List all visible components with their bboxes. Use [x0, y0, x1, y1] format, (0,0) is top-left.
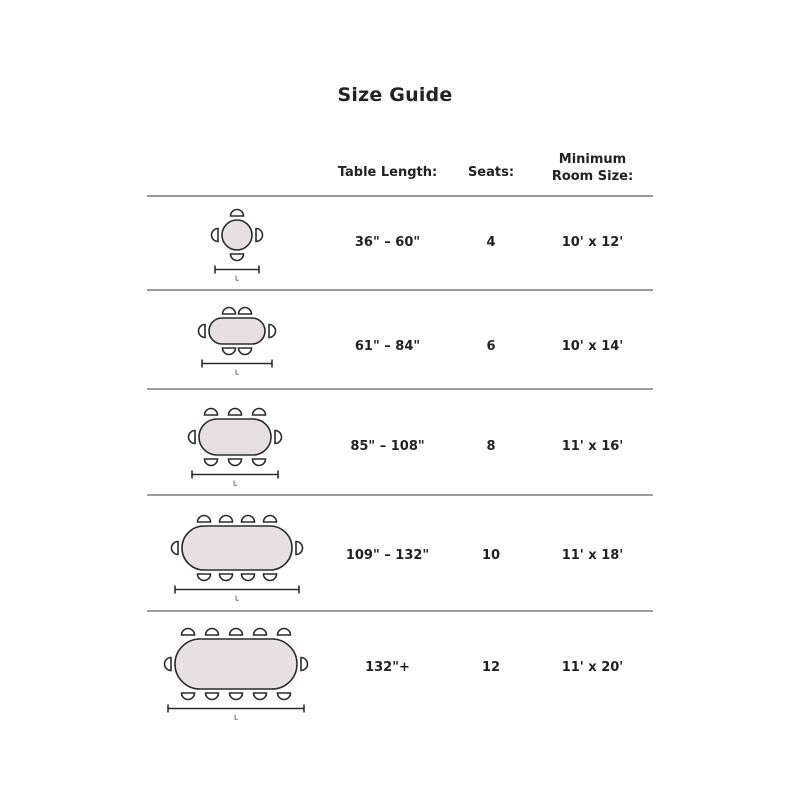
- chair: [231, 210, 244, 217]
- table-diagram: [150, 496, 330, 610]
- table-row: [0, 390, 800, 494]
- chair: [229, 459, 242, 466]
- chair: [223, 308, 236, 315]
- cell-room-size: 11' x 20': [561, 660, 624, 675]
- table-row: [0, 496, 800, 610]
- header-table-length: Table Length:: [337, 165, 438, 180]
- table-row: [0, 291, 800, 388]
- chair: [301, 658, 307, 671]
- table-diagram: [150, 612, 330, 722]
- chair: [278, 629, 291, 636]
- chair: [269, 325, 276, 338]
- table-top: [175, 639, 297, 689]
- chair: [198, 516, 211, 523]
- chair: [253, 409, 266, 416]
- chair: [254, 629, 267, 636]
- chair: [205, 409, 218, 416]
- chair: [264, 574, 277, 581]
- header-seats: Seats:: [467, 165, 515, 180]
- length-label: L: [235, 368, 239, 377]
- chair: [230, 629, 243, 636]
- cell-seats: 12: [481, 660, 501, 675]
- chair: [189, 431, 195, 444]
- chair: [239, 348, 252, 355]
- cell-room-size: 11' x 16': [561, 439, 624, 454]
- cell-table-length: 109" – 132": [345, 548, 430, 563]
- cell-seats: 10: [481, 548, 501, 563]
- table-row: [0, 197, 800, 289]
- table-diagram: [150, 291, 330, 388]
- length-label: L: [234, 713, 238, 722]
- chair: [275, 431, 281, 444]
- cell-table-length: 132"+: [365, 660, 410, 675]
- chair: [172, 542, 178, 555]
- cell-seats: 6: [486, 339, 496, 354]
- header-room-size: [540, 151, 645, 185]
- chair: [205, 459, 218, 466]
- length-label: L: [233, 479, 237, 488]
- table-top: [209, 318, 265, 344]
- cell-room-size: 11' x 18': [561, 548, 624, 563]
- header-room-line2: Room Size:: [551, 169, 634, 184]
- chair: [212, 229, 219, 242]
- header-room-line1: Minimum: [558, 152, 627, 167]
- chair: [278, 693, 291, 700]
- chair: [223, 348, 236, 355]
- chair: [220, 516, 233, 523]
- cell-seats: 8: [486, 439, 496, 454]
- chair: [296, 542, 302, 555]
- table-top: [182, 526, 292, 570]
- chair: [256, 229, 263, 242]
- table-diagram: [150, 197, 330, 289]
- cell-seats: 4: [486, 235, 496, 250]
- table-top: [199, 419, 271, 455]
- chair: [230, 693, 243, 700]
- chair: [199, 325, 206, 338]
- chair: [253, 459, 266, 466]
- table-diagram: [150, 390, 330, 494]
- cell-table-length: 85" – 108": [350, 439, 425, 454]
- length-label: L: [235, 594, 239, 603]
- chair: [220, 574, 233, 581]
- chair: [229, 409, 242, 416]
- table-row: [0, 612, 800, 722]
- cell-table-length: 36" – 60": [354, 235, 421, 250]
- page-title: Size Guide: [337, 84, 453, 106]
- cell-room-size: 10' x 12': [561, 235, 624, 250]
- chair: [182, 629, 195, 636]
- chair: [242, 516, 255, 523]
- chair: [206, 693, 219, 700]
- chair: [242, 574, 255, 581]
- cell-room-size: 10' x 14': [561, 339, 624, 354]
- table-top: [222, 220, 252, 250]
- chair: [231, 254, 244, 261]
- chair: [264, 516, 277, 523]
- chair: [239, 308, 252, 315]
- chair: [182, 693, 195, 700]
- chair: [254, 693, 267, 700]
- chair: [198, 574, 211, 581]
- chair: [206, 629, 219, 636]
- length-label: L: [235, 274, 239, 283]
- cell-table-length: 61" – 84": [354, 339, 421, 354]
- chair: [165, 658, 171, 671]
